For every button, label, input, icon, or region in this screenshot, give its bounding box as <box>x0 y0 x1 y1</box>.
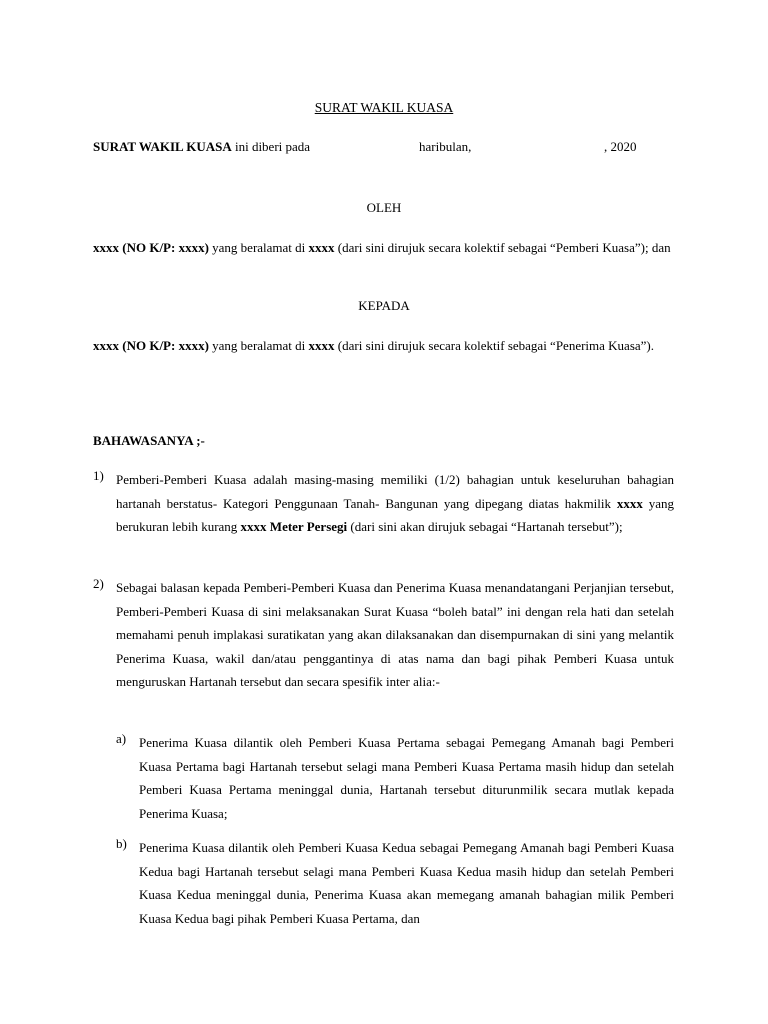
list-item-1-body <box>116 468 674 539</box>
list-item-1-bold1: xxxx <box>616 495 643 511</box>
sub-item-a <box>116 731 674 825</box>
party1-address: xxxx <box>308 240 335 255</box>
party2-address: xxxx <box>308 338 335 353</box>
list-item-1-text3: (dari sini akan dirujuk sebagai “Hartanah tersebut”); <box>347 519 623 534</box>
sub-item-a-body: Penerima Kuasa dilantik oleh Pemberi Kuasa Pertama sebagai Pemegang Amanah bagi Pemberi Kuasa Pertama bagi Hartanah tersebut selagi mana Pemberi Kuasa Pertama masih hidup dan setelah Pemberi Kuasa Pertama meninggal dunia, Hartanah tersebut diturunmilik secara mutlak kepada Penerima Kuasa; <box>139 735 674 821</box>
list-item-1-text2: yang berukuran lebih kurang <box>116 495 674 534</box>
list-item-2-number: 2) <box>93 576 104 591</box>
dateline-middle: haribulan, <box>419 139 472 154</box>
sub-item-a-number: a) <box>116 731 127 746</box>
list-item-1-bold2: xxxx Meter Persegi <box>240 519 348 534</box>
party1-id: xxxx (NO K/P: xxxx) <box>93 240 209 255</box>
dateline-lead-bold: SURAT WAKIL KUASA <box>93 139 232 154</box>
party1-paragraph <box>93 236 674 259</box>
list-item-1 <box>93 468 674 539</box>
list-item-1-number: 1) <box>93 468 104 483</box>
sub-item-b <box>116 836 674 930</box>
party2-id: xxxx (NO K/P: xxxx) <box>93 338 209 353</box>
list-item-1-text1: Pemberi-Pemberi Kuasa adalah masing-masing memiliki (1/2) bahagian untuk keseluruhan bahagian hartanah berstatus- Kategori Penggunaan Tanah- Bangunan yang dipegang diatas hakmilik <box>116 472 674 511</box>
party2-paragraph <box>93 334 674 357</box>
sub-item-b-number: b) <box>116 836 127 851</box>
party1-text1: yang beralamat di <box>208 240 309 255</box>
party2-text2: (dari sini dirujuk secara kolektif sebagai “Penerima Kuasa”). <box>334 338 655 353</box>
bahawasanya-heading: BAHAWASANYA ;- <box>93 433 205 448</box>
party1-text2: (dari sini dirujuk secara kolektif sebagai “Pemberi Kuasa”); dan <box>334 240 671 255</box>
list-item-2 <box>93 576 674 694</box>
document-title: SURAT WAKIL KUASA <box>314 100 454 115</box>
party2-text1: yang beralamat di <box>208 338 309 353</box>
kepada-label: KEPADA <box>358 298 410 313</box>
oleh-label: OLEH <box>366 200 402 215</box>
dateline <box>93 139 673 159</box>
dateline-year: , 2020 <box>604 139 637 154</box>
dateline-lead <box>93 139 310 155</box>
dateline-lead-rest: ini diberi pada <box>231 139 311 154</box>
list-item-2-body: Sebagai balasan kepada Pemberi-Pemberi Kuasa dan Penerima Kuasa menandatangani Perjanjian tersebut, Pemberi-Pemberi Kuasa di sini melaksanakan Surat Kuasa “boleh batal” ini dengan rela hati dan setelah memahami penuh implakasi suratikatan yang akan dilaksanakan dan disempurnakan di sini yang melantik Penerima Kuasa, wakil dan/atau penggantinya di atas nama dan bagi pihak Pemberi Kuasa untuk menguruskan Hartanah tersebut dan secara spesifik inter alia:- <box>116 580 674 689</box>
sub-item-b-body: Penerima Kuasa dilantik oleh Pemberi Kuasa Kedua sebagai Pemegang Amanah bagi Pemberi Kuasa Kedua bagi Hartanah tersebut selagi mana Pemberi Kuasa Kedua masih hidup dan setelah Pemberi Kuasa Kedua meninggal dunia, Penerima Kuasa akan memegang amanah bahagian milik Pemberi Kuasa Kedua bagi pihak Pemberi Kuasa Pertama, dan <box>139 840 674 926</box>
